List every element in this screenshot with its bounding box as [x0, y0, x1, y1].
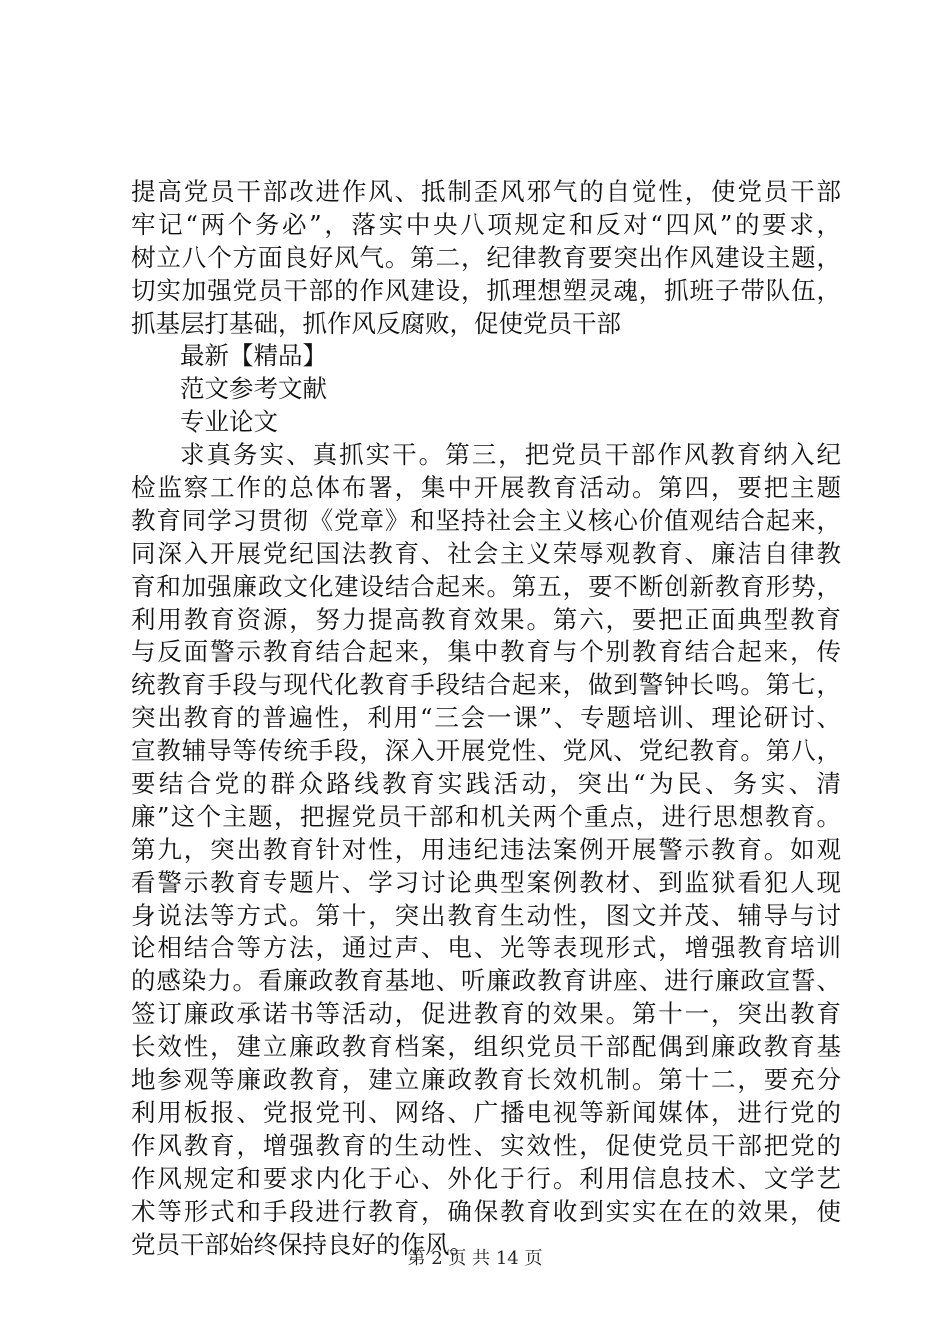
text-line: 签订廉政承诺书等活动，促进教育的效果。第十一，突出教育 — [131, 999, 841, 1029]
text-line: 宣教辅导等传统手段，深入开展党性、党风、党纪教育。第八， — [131, 736, 841, 766]
text-line: 作风规定和要求内化于心、外化于行。利用信息技术、文学艺 — [131, 1163, 841, 1193]
text-line: 的感染力。看廉政教育基地、听廉政教育讲座、进行廉政宣誓、 — [131, 966, 841, 996]
text-line: 地参观等廉政教育，建立廉政教育长效机制。第十二，要充分 — [131, 1065, 841, 1095]
text-line: 作风教育，增强教育的生动性、实效性，促使党员干部把党的 — [131, 1130, 841, 1160]
text-line: 论相结合等方法，通过声、电、光等表现形式，增强教育培训 — [131, 933, 841, 963]
paragraph-2 — [131, 439, 841, 1261]
page-footer — [0, 1244, 950, 1270]
text-line: 长效性，建立廉政教育档案，组织党员干部配偶到廉政教育基 — [131, 1032, 841, 1062]
text-line: 求真务实、真抓实干。第三，把党员干部作风教育纳入纪 — [180, 440, 841, 470]
insert-line: 范文参考文献 — [180, 374, 327, 404]
paragraph-1 — [131, 176, 841, 340]
text-line: 突出教育的普遍性，利用“三会一课”、专题培训、理论研讨、 — [131, 703, 841, 733]
text-line: 看警示教育专题片、学习讨论典型案例教材、到监狱看犯人现 — [131, 867, 841, 897]
text-line: 第九，突出教育针对性，用违纪违法案例开展警示教育。如观 — [131, 834, 841, 864]
text-line: 术等形式和手段进行教育，确保教育收到实实在在的效果，使 — [131, 1196, 841, 1226]
text-line: 党员干部始终保持良好的作风。 — [131, 1229, 474, 1259]
insert-line: 专业论文 — [180, 407, 278, 437]
text-line: 与反面警示教育结合起来，集中教育与个别教育结合起来，传 — [131, 637, 841, 667]
page-number-label: 第 2 页 共 14 页 — [407, 1248, 543, 1269]
text-line: 抓基层打基础，抓作风反腐败，促使党员干部 — [131, 308, 621, 338]
text-line: 切实加强党员干部的作风建设，抓理想塑灵魂，抓班子带队伍， — [131, 275, 841, 305]
text-line: 育和加强廉政文化建设结合起来。第五，要不断创新教育形势， — [131, 571, 841, 601]
body-text — [131, 176, 841, 1261]
inserted-header — [131, 340, 841, 439]
text-line: 牢记“两个务必”，落实中央八项规定和反对“四风”的要求， — [131, 209, 841, 239]
text-line: 身说法等方式。第十，突出教育生动性，图文并茂、辅导与讨 — [131, 900, 841, 930]
text-line: 检监察工作的总体布署，集中开展教育活动。第四，要把主题 — [131, 473, 841, 503]
text-line: 树立八个方面良好风气。第二，纪律教育要突出作风建设主题， — [131, 242, 841, 272]
insert-line: 最新【精品】 — [180, 341, 327, 371]
text-line: 利用板报、党报党刊、网络、广播电视等新闻媒体，进行党的 — [131, 1097, 841, 1127]
text-line: 同深入开展党纪国法教育、社会主义荣辱观教育、廉洁自律教 — [131, 538, 841, 568]
text-line: 提高党员干部改进作风、抵制歪风邪气的自觉性，使党员干部 — [131, 177, 841, 206]
text-line: 统教育手段与现代化教育手段结合起来，做到警钟长鸣。第七， — [131, 670, 841, 700]
text-line: 教育同学习贯彻《党章》和坚持社会主义核心价值观结合起来， — [131, 505, 841, 535]
text-line: 廉”这个主题，把握党员干部和机关两个重点，进行思想教育。 — [131, 801, 841, 831]
text-line: 利用教育资源，努力提高教育效果。第六，要把正面典型教育 — [131, 604, 841, 634]
text-line: 要结合党的群众路线教育实践活动，突出“为民、务实、清 — [131, 769, 841, 799]
